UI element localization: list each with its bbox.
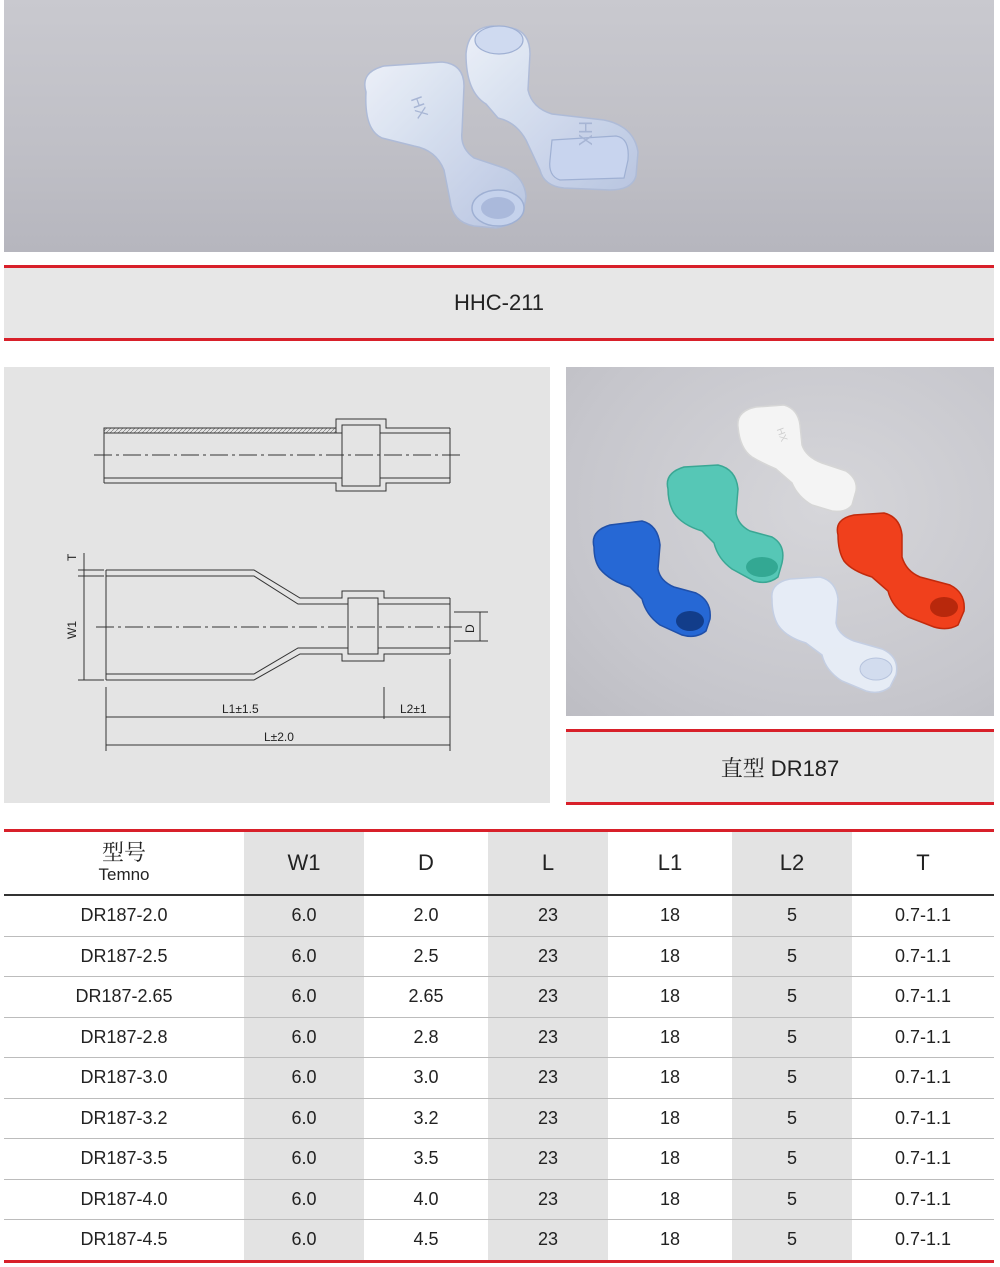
- header-l2: L2: [732, 831, 852, 896]
- label-w1: W1: [65, 621, 79, 639]
- sleeve-logo-right: HX: [575, 121, 595, 147]
- label-t: T: [65, 553, 79, 561]
- cell-model: DR187-2.5: [4, 936, 244, 977]
- cell-t: 0.7-1.1: [894, 1229, 952, 1250]
- cell-l: 23: [488, 1139, 608, 1180]
- dimension-drawing: [4, 367, 550, 803]
- sleeve-logo-left: HX: [406, 94, 431, 121]
- cell-t: 0.7-1.1: [852, 1098, 994, 1139]
- cell-w1: 6.0: [244, 895, 364, 936]
- product-photo-clear-sleeves: [4, 0, 994, 252]
- cell-w1: 6.0: [244, 1179, 364, 1220]
- spec-table: [4, 829, 994, 1263]
- table-body: [4, 895, 994, 1261]
- label-l1: L1±1.5: [222, 702, 259, 716]
- cell-l: 23: [488, 895, 608, 936]
- model-name: HHC-211: [453, 290, 545, 315]
- cell-d: 3.5: [364, 1139, 488, 1180]
- table-row: [4, 936, 994, 977]
- colored-sleeves-illustration: [566, 367, 994, 716]
- table-row: [4, 1058, 994, 1099]
- cell-d: 2.8: [364, 1017, 488, 1058]
- table-row: [4, 1220, 994, 1262]
- table-row: [4, 977, 994, 1018]
- cell-t: 0.7-1.1: [852, 977, 994, 1018]
- cell-l2: 5: [732, 1098, 852, 1139]
- cell-l: 23: [488, 977, 608, 1018]
- variant-banner: [566, 729, 994, 805]
- cell-t: 0.7-1.1: [852, 1179, 994, 1220]
- technical-drawing-panel: [4, 367, 550, 803]
- table-row: [4, 1139, 994, 1180]
- table-row: [4, 1179, 994, 1220]
- label-d: D: [463, 624, 477, 633]
- side-view-tube: [94, 419, 464, 491]
- cell-d: 2.5: [364, 936, 488, 977]
- side-view-sleeve: [78, 553, 488, 751]
- header-model-en: Temno: [98, 865, 150, 884]
- table-row: [4, 1017, 994, 1058]
- cell-w1: 6.0: [244, 936, 364, 977]
- cell-l1: 18: [608, 1017, 732, 1058]
- cell-w1: 6.0: [244, 1098, 364, 1139]
- cell-d: 3.0: [364, 1058, 488, 1099]
- cell-l1: 18: [608, 1098, 732, 1139]
- cell-d: 2.65: [364, 977, 488, 1018]
- cell-l: 23: [488, 1098, 608, 1139]
- cell-w1: 6.0: [244, 1017, 364, 1058]
- cell-l1: 18: [608, 895, 732, 936]
- cell-l2: 5: [732, 1139, 852, 1180]
- cell-l: 23: [488, 936, 608, 977]
- cell-l2: 5: [732, 1220, 852, 1262]
- cell-t: 0.7-1.1: [852, 1058, 994, 1099]
- cell-l1: 18: [659, 1229, 681, 1250]
- cell-w1: 6.0: [244, 1058, 364, 1099]
- clear-sleeve: [772, 577, 897, 692]
- cell-d: 4.5: [413, 1229, 439, 1250]
- cell-t: 0.7-1.1: [852, 1017, 994, 1058]
- cell-l2: 5: [732, 936, 852, 977]
- red-sleeve: [837, 513, 964, 629]
- header-model-cn: 型号: [101, 840, 146, 865]
- cell-model: DR187-3.5: [4, 1139, 244, 1180]
- table-row: [4, 895, 994, 936]
- cell-l: 23: [488, 1220, 608, 1262]
- product-photo-colored-sleeves: [566, 367, 994, 716]
- cell-w1: 6.0: [244, 977, 364, 1018]
- cell-l1: 18: [608, 1139, 732, 1180]
- white-sleeve: [738, 405, 856, 511]
- teal-sleeve: [667, 465, 783, 582]
- cell-t: 0.7-1.1: [852, 895, 994, 936]
- cell-model: DR187-2.65: [4, 977, 244, 1018]
- cell-l1: 18: [608, 1179, 732, 1220]
- cell-l2: 5: [732, 895, 852, 936]
- cell-l: 23: [488, 1179, 608, 1220]
- header-l1: L1: [608, 831, 732, 896]
- cell-model: DR187-4.5: [80, 1229, 168, 1250]
- cell-d: 3.2: [364, 1098, 488, 1139]
- header-t: T: [852, 831, 994, 896]
- cell-w1: 6.0: [244, 1139, 364, 1180]
- cell-l2: 5: [732, 1058, 852, 1099]
- cell-l2: 5: [732, 1017, 852, 1058]
- blue-sleeve: [593, 521, 710, 636]
- cell-w1: 6.0: [244, 1220, 364, 1262]
- cell-l1: 18: [608, 936, 732, 977]
- svg-text:HX: HX: [773, 426, 789, 444]
- cell-model: DR187-3.2: [4, 1098, 244, 1139]
- cell-l: 23: [488, 1058, 608, 1099]
- cell-l1: 18: [608, 1058, 732, 1099]
- cell-l2: 5: [732, 977, 852, 1018]
- cell-model: DR187-2.8: [4, 1017, 244, 1058]
- header-d: D: [364, 831, 488, 896]
- model-banner: [4, 265, 994, 341]
- header-model: [4, 831, 244, 896]
- cell-l1: 18: [608, 977, 732, 1018]
- variant-name: 直型 DR187: [720, 755, 840, 781]
- cell-model: DR187-3.0: [4, 1058, 244, 1099]
- cell-d: 2.0: [364, 895, 488, 936]
- header-l: L: [488, 831, 608, 896]
- cell-d: 4.0: [364, 1179, 488, 1220]
- table-header-row: [4, 831, 994, 896]
- cell-t: 0.7-1.1: [852, 936, 994, 977]
- header-w1: W1: [244, 831, 364, 896]
- label-l: L±2.0: [264, 730, 294, 744]
- cell-l2: 5: [732, 1179, 852, 1220]
- cell-model: DR187-4.0: [4, 1179, 244, 1220]
- table-row: [4, 1098, 994, 1139]
- cell-model: DR187-2.0: [4, 895, 244, 936]
- clear-sleeves-illustration: [4, 0, 994, 252]
- cell-l: 23: [488, 1017, 608, 1058]
- label-l2: L2±1: [400, 702, 427, 716]
- cell-t: 0.7-1.1: [852, 1139, 994, 1180]
